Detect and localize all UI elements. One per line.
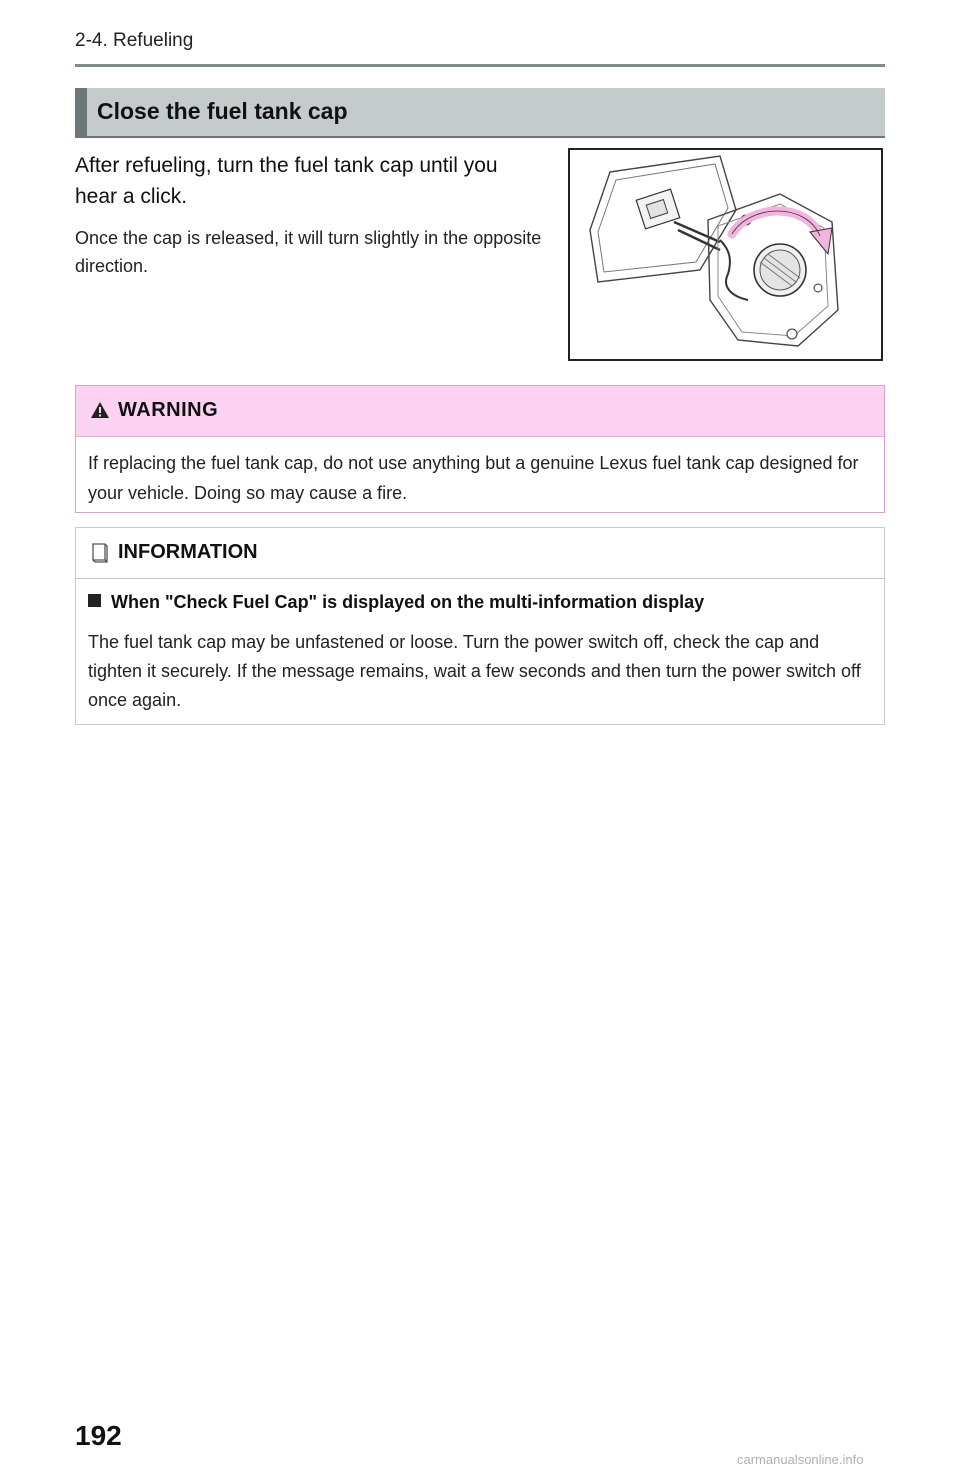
warning-body: If replacing the fuel tank cap, do not use anything but a genuine Lexus fuel tank cap designed for your vehicle. Doing so may cause a fire. [88,453,859,503]
section-underline [75,136,885,138]
warning-title: WARNING [118,399,219,421]
chapter-header: 2-4. Refueling [75,30,194,51]
header-divider [75,64,885,67]
fuel-cap-turn-icon [570,150,881,359]
section-title: Close the fuel tank cap [97,98,348,124]
warning-header [76,386,884,437]
page-number: 192 [75,1420,122,1451]
warning-triangle-icon [90,400,110,420]
information-subheading [88,592,704,613]
intro-text: After refueling, turn the fuel tank cap until you hear a click. [75,154,498,208]
information-box [75,527,885,725]
warning-box [75,385,885,513]
information-subheading-text: When "Check Fuel Cap" is displayed on the multi-information display [111,592,705,612]
section-title-bar [75,88,885,136]
information-body: The fuel tank cap may be unfastened or loose. Turn the power switch off, check the cap and tighten it securely. If the message remains, wait a few seconds and then turn the power switch off once again. [88,632,861,710]
information-header [76,528,884,579]
section-accent [75,88,87,136]
book-icon [90,542,110,564]
intro-note: Once the cap is released, it will turn slightly in the opposite direction. [75,228,542,276]
watermark: carmanualsonline.info [737,1452,864,1467]
fuel-cap-illustration [568,148,883,361]
bullet-square-icon [88,594,101,607]
information-title: INFORMATION [118,541,258,563]
